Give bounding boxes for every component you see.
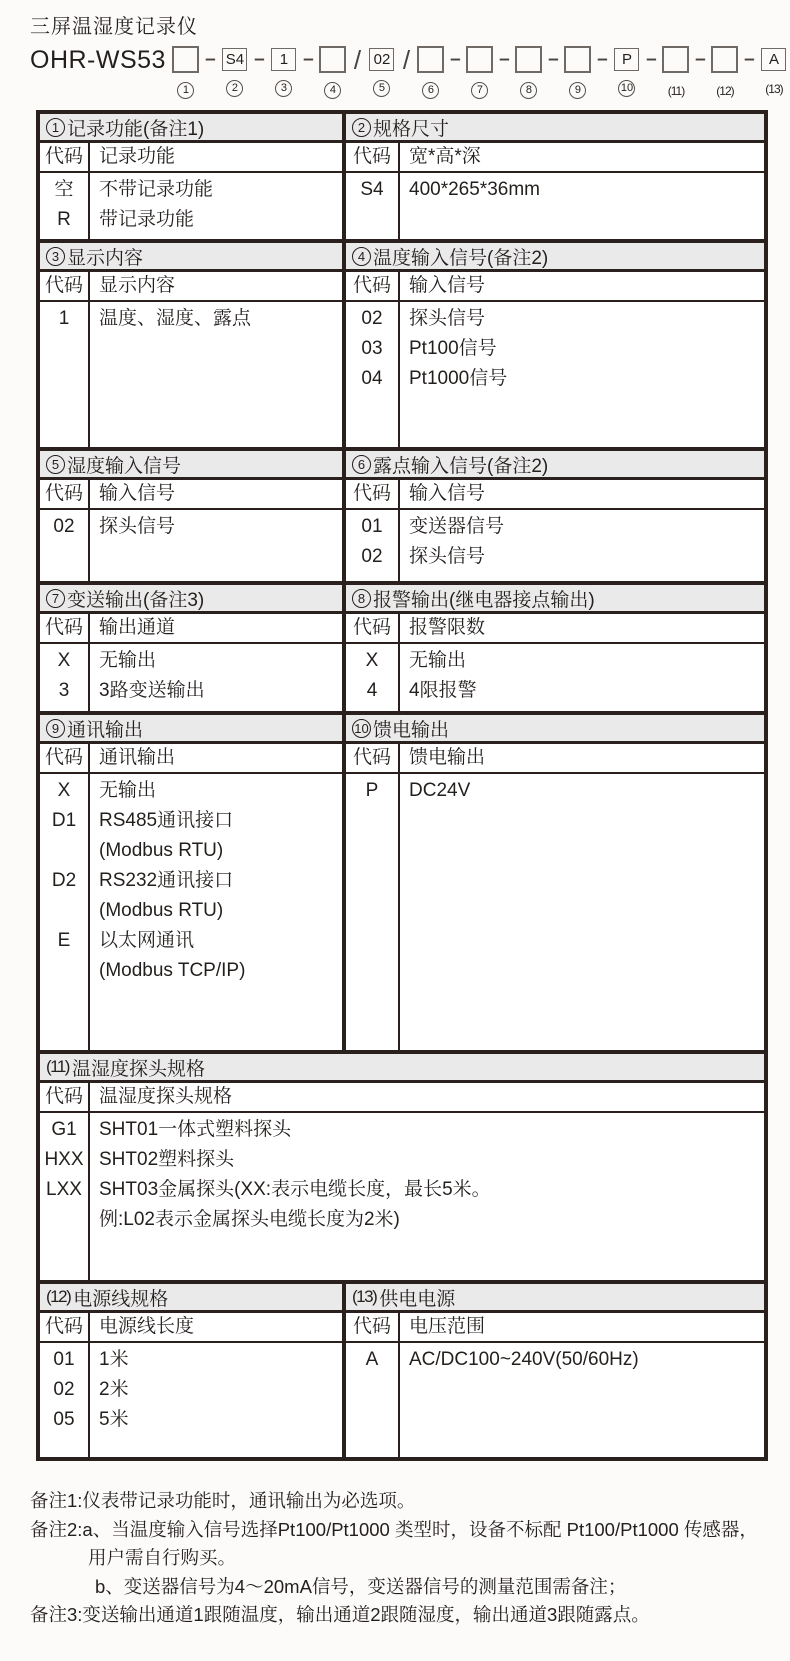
section-title-text: 供电电源 xyxy=(379,1288,456,1310)
code-column-header: 代码 xyxy=(40,143,90,171)
model-code-line xyxy=(30,46,790,99)
position-label-number-circled: 9 xyxy=(569,82,586,99)
value-cell: (Modbus RTU) xyxy=(99,900,224,921)
code-cell: E xyxy=(57,930,71,951)
position-label-number-circled: 5 xyxy=(373,80,390,97)
code-cell xyxy=(40,956,88,986)
value-column xyxy=(400,173,764,239)
code-column xyxy=(40,1343,90,1457)
position-label-number-paren: (11) xyxy=(667,84,685,98)
code-cell: 1 xyxy=(58,308,70,329)
code-column-header: 代码 xyxy=(346,744,400,772)
section-number-circled: 8 xyxy=(352,589,371,608)
code-column xyxy=(40,1113,90,1280)
value-cell: SHT02塑料探头 xyxy=(99,1149,235,1170)
position-label-number-circled: 4 xyxy=(324,82,341,99)
value-column-header: 宽*高*深 xyxy=(409,146,481,167)
section-body xyxy=(40,644,342,711)
value-column-header: 通讯输出 xyxy=(99,747,176,768)
section-header-12 xyxy=(40,1284,342,1313)
section-number-paren: (11) xyxy=(46,1057,69,1076)
section-header-1 xyxy=(40,114,342,143)
section-body xyxy=(346,644,764,711)
value-column xyxy=(400,774,764,1050)
section-13 xyxy=(342,1284,764,1457)
section-header-10 xyxy=(346,715,764,744)
code-cell: 02 xyxy=(53,516,75,537)
code-position-12 xyxy=(710,46,740,98)
code-cell: 3 xyxy=(58,680,70,701)
column-headers xyxy=(346,614,764,644)
position-label-number-circled: 6 xyxy=(422,82,439,99)
code-cell: HXX xyxy=(44,1149,84,1170)
value-cell: (Modbus TCP/IP) xyxy=(99,960,246,981)
code-cell: 05 xyxy=(53,1409,75,1430)
code-column xyxy=(40,510,90,581)
code-box-6 xyxy=(417,46,444,73)
code-column-header: 代码 xyxy=(40,744,90,772)
section-12 xyxy=(40,1284,342,1457)
value-cell: 无输出 xyxy=(409,650,467,671)
code-box-10: P xyxy=(614,48,639,71)
code-cell: S4 xyxy=(360,179,384,200)
table-row-4 xyxy=(40,585,764,715)
column-headers xyxy=(346,143,764,173)
table-row-2 xyxy=(40,243,764,451)
section-number-circled: 2 xyxy=(352,118,371,137)
code-cell: 01 xyxy=(53,1349,75,1370)
value-column-header: 记录功能 xyxy=(99,146,176,167)
code-cell: 04 xyxy=(361,368,383,389)
column-headers xyxy=(40,480,342,510)
separator: – xyxy=(548,49,559,70)
code-cell: 03 xyxy=(361,338,383,359)
section-title-text: 温度输入信号(备注2) xyxy=(373,247,549,269)
value-cell: SHT01一体式塑料探头 xyxy=(99,1119,292,1140)
value-column xyxy=(90,510,342,581)
column-headers xyxy=(40,1313,342,1343)
value-cell: 温度、湿度、露点 xyxy=(99,308,252,329)
separator: – xyxy=(254,49,265,70)
code-cell: X xyxy=(365,650,379,671)
section-title-text: 规格尺寸 xyxy=(373,118,450,140)
value-column xyxy=(90,644,342,711)
section-10 xyxy=(342,715,764,1050)
code-cell: P xyxy=(365,780,379,801)
code-cell: A xyxy=(365,1349,379,1370)
code-cell: D2 xyxy=(51,870,77,891)
section-number-circled: 10 xyxy=(352,719,371,738)
value-cell: DC24V xyxy=(409,780,471,801)
column-headers xyxy=(346,744,764,774)
note-line-5: 备注3:变送输出通道1跟随温度，输出通道2跟随湿度，输出通道3跟随露点。 xyxy=(30,1604,650,1625)
value-cell: 变送器信号 xyxy=(409,516,505,537)
section-number-paren: (12) xyxy=(46,1287,71,1306)
section-11 xyxy=(40,1054,764,1280)
value-column xyxy=(90,302,342,447)
value-column-header: 电压范围 xyxy=(409,1316,486,1337)
code-column-header: 代码 xyxy=(346,143,400,171)
value-cell: 不带记录功能 xyxy=(99,179,214,200)
code-column xyxy=(40,173,90,239)
value-column xyxy=(90,173,342,239)
section-body xyxy=(40,173,342,239)
column-headers xyxy=(346,272,764,302)
position-label-number-circled: 3 xyxy=(275,80,292,97)
code-box-8 xyxy=(515,46,542,73)
code-column xyxy=(40,644,90,711)
value-column xyxy=(400,302,764,447)
code-column xyxy=(346,644,400,711)
section-number-circled: 4 xyxy=(352,247,371,266)
code-position-11 xyxy=(661,46,691,98)
separator: – xyxy=(646,49,657,70)
section-7 xyxy=(40,585,342,711)
section-title-text: 露点输入信号(备注2) xyxy=(373,455,549,477)
code-column xyxy=(40,774,90,1050)
section-header-2 xyxy=(346,114,764,143)
code-box-9 xyxy=(564,46,591,73)
value-cell: 400*265*36mm xyxy=(409,179,540,200)
section-title-text: 显示内容 xyxy=(67,247,144,269)
column-headers xyxy=(346,480,764,510)
code-column xyxy=(346,173,400,239)
value-column-header: 输入信号 xyxy=(409,483,486,504)
code-cell: 空 xyxy=(54,179,74,200)
section-9 xyxy=(40,715,342,1050)
value-cell: RS232通讯接口 xyxy=(99,870,234,891)
value-cell: AC/DC100~240V(50/60Hz) xyxy=(409,1349,639,1370)
code-cell: D1 xyxy=(51,810,77,831)
code-column xyxy=(346,1343,400,1457)
section-header-9 xyxy=(40,715,342,744)
value-column xyxy=(90,1113,764,1280)
column-headers xyxy=(40,143,342,173)
code-position-9 xyxy=(563,46,593,99)
code-position-1 xyxy=(171,46,201,99)
section-header-6 xyxy=(346,451,764,480)
value-cell: 以太网通讯 xyxy=(99,930,195,951)
section-title-text: 通讯输出 xyxy=(67,719,144,741)
code-cell: 01 xyxy=(361,516,383,537)
section-number-circled: 5 xyxy=(46,455,65,474)
code-column xyxy=(346,774,400,1050)
section-body xyxy=(346,173,764,239)
value-cell: 1米 xyxy=(99,1349,129,1370)
section-title-text: 记录功能(备注1) xyxy=(67,118,205,140)
value-cell: 例:L02表示金属探头电缆长度为2米) xyxy=(99,1209,400,1230)
code-position-3 xyxy=(269,46,299,97)
section-2 xyxy=(342,114,764,239)
value-column xyxy=(400,644,764,711)
value-column xyxy=(400,510,764,581)
code-cell: R xyxy=(57,209,71,230)
code-cell: 02 xyxy=(361,546,383,567)
model-code-segments xyxy=(171,46,789,99)
code-position-7 xyxy=(465,46,495,99)
code-box-4 xyxy=(319,46,346,73)
code-box-5: 02 xyxy=(369,48,394,71)
section-4 xyxy=(342,243,764,447)
position-label-number-circled: 7 xyxy=(471,82,488,99)
code-column-header: 代码 xyxy=(346,272,400,300)
code-column-header: 代码 xyxy=(40,1083,90,1111)
value-column xyxy=(90,1343,342,1457)
note-line-3: 用户需自行购买。 xyxy=(88,1547,237,1568)
separator: – xyxy=(205,49,216,70)
column-headers xyxy=(40,272,342,302)
code-cell: X xyxy=(57,780,71,801)
note-line-4: b、变送器信号为4～20mA信号，变送器信号的测量范围需备注； xyxy=(95,1575,627,1597)
value-column-header: 电源线长度 xyxy=(99,1316,195,1337)
position-label-number-circled: 2 xyxy=(226,80,243,97)
code-column-header: 代码 xyxy=(346,614,400,642)
section-header-11 xyxy=(40,1054,764,1083)
document-title: 三屏温湿度记录仪 xyxy=(30,16,198,38)
value-cell: 探头信号 xyxy=(409,546,486,567)
section-6 xyxy=(342,451,764,581)
code-position-13 xyxy=(759,46,789,96)
model-prefix: OHR-WS53 xyxy=(30,46,166,74)
value-column-header: 输入信号 xyxy=(99,483,176,504)
value-column xyxy=(90,774,342,1050)
separator: – xyxy=(303,49,314,70)
code-column xyxy=(346,302,400,447)
value-cell: 探头信号 xyxy=(409,308,486,329)
position-label-number-circled: 1 xyxy=(177,82,194,99)
table-row-1 xyxy=(40,114,764,243)
value-cell: 带记录功能 xyxy=(99,209,195,230)
table-row-6 xyxy=(40,1054,764,1284)
section-3 xyxy=(40,243,342,447)
code-column-header: 代码 xyxy=(346,480,400,508)
section-body xyxy=(346,1343,764,1457)
value-column xyxy=(400,1343,764,1457)
code-cell: 02 xyxy=(361,308,383,329)
section-title-text: 电源线规格 xyxy=(73,1288,169,1310)
separator: / xyxy=(353,45,362,75)
code-position-8 xyxy=(514,46,544,99)
section-header-4 xyxy=(346,243,764,272)
code-column-header: 代码 xyxy=(346,1313,400,1341)
code-box-3: 1 xyxy=(271,48,296,71)
column-headers xyxy=(40,744,342,774)
code-column-header: 代码 xyxy=(40,614,90,642)
value-cell: RS485通讯接口 xyxy=(99,810,234,831)
section-body xyxy=(346,302,764,447)
value-column-header: 输出通道 xyxy=(99,617,176,638)
value-cell: 4限报警 xyxy=(409,680,477,701)
column-headers xyxy=(346,1313,764,1343)
section-title-text: 温湿度探头规格 xyxy=(71,1058,205,1080)
value-column-header: 输入信号 xyxy=(409,275,486,296)
code-position-6 xyxy=(416,46,446,99)
code-position-2 xyxy=(220,46,250,97)
section-body xyxy=(40,774,342,1050)
code-column-header: 代码 xyxy=(40,272,90,300)
table-row-7 xyxy=(40,1284,764,1457)
code-box-1 xyxy=(172,46,199,73)
section-number-circled: 9 xyxy=(46,719,65,738)
section-body xyxy=(40,302,342,447)
code-cell: X xyxy=(57,650,71,671)
code-cell xyxy=(40,1205,88,1235)
code-column-header: 代码 xyxy=(40,1313,90,1341)
section-title-text: 报警输出(继电器接点输出) xyxy=(373,589,595,611)
separator: – xyxy=(499,49,510,70)
value-cell: 2米 xyxy=(99,1379,129,1400)
section-body xyxy=(346,510,764,581)
section-title-text: 馈电输出 xyxy=(373,719,450,741)
section-8 xyxy=(342,585,764,711)
section-header-5 xyxy=(40,451,342,480)
section-body xyxy=(40,1113,764,1280)
section-header-13 xyxy=(346,1284,764,1313)
value-cell: (Modbus RTU) xyxy=(99,840,224,861)
code-cell: 4 xyxy=(366,680,378,701)
code-cell: 02 xyxy=(53,1379,75,1400)
separator: – xyxy=(597,49,608,70)
position-label-number-circled: 10 xyxy=(618,80,635,97)
section-number-circled: 6 xyxy=(352,455,371,474)
code-cell xyxy=(40,896,88,926)
value-cell: SHT03金属探头(XX:表示电缆长度，最长5米。 xyxy=(99,1179,491,1200)
position-label-number-circled: 8 xyxy=(520,82,537,99)
table-row-3 xyxy=(40,451,764,585)
section-header-7 xyxy=(40,585,342,614)
value-cell: 无输出 xyxy=(99,780,157,801)
code-box-11 xyxy=(662,46,689,73)
code-cell: G1 xyxy=(51,1119,77,1140)
section-body xyxy=(40,1343,342,1457)
column-headers xyxy=(40,614,342,644)
value-column-header: 显示内容 xyxy=(99,275,176,296)
spec-table xyxy=(36,110,768,1461)
section-number-circled: 1 xyxy=(46,118,65,137)
separator: / xyxy=(402,45,411,75)
code-cell xyxy=(40,836,88,866)
value-cell: Pt1000信号 xyxy=(409,368,508,389)
value-cell: 5米 xyxy=(99,1409,129,1430)
section-title-text: 湿度输入信号 xyxy=(67,455,182,477)
section-number-paren: (13) xyxy=(352,1287,377,1306)
code-position-5 xyxy=(367,46,397,97)
section-body xyxy=(40,510,342,581)
column-headers xyxy=(40,1083,764,1113)
code-position-10 xyxy=(612,46,642,97)
separator: – xyxy=(744,49,755,70)
note-line-2: 备注2:a、当温度输入信号选择Pt100/Pt1000 类型时，设备不标配 Pt100/Pt1000 传感器， xyxy=(30,1518,758,1540)
code-cell: LXX xyxy=(46,1179,82,1200)
section-header-3 xyxy=(40,243,342,272)
code-box-2: S4 xyxy=(222,48,247,71)
section-5 xyxy=(40,451,342,581)
code-box-12 xyxy=(711,46,738,73)
code-column xyxy=(346,510,400,581)
separator: – xyxy=(450,49,461,70)
value-column-header: 温湿度探头规格 xyxy=(99,1086,233,1107)
value-column-header: 馈电输出 xyxy=(409,747,486,768)
note-line-1: 备注1:仪表带记录功能时，通讯输出为必选项。 xyxy=(30,1490,416,1511)
section-title-text: 变送输出(备注3) xyxy=(67,589,205,611)
code-box-13: A xyxy=(761,48,786,71)
value-cell: 探头信号 xyxy=(99,516,176,537)
section-number-circled: 7 xyxy=(46,589,65,608)
value-cell: Pt100信号 xyxy=(409,338,497,359)
value-cell: 3路变送输出 xyxy=(99,680,205,701)
notes xyxy=(30,1487,790,1630)
section-body xyxy=(346,774,764,1050)
section-1 xyxy=(40,114,342,239)
section-number-circled: 3 xyxy=(46,247,65,266)
position-label-number-paren: (12) xyxy=(716,84,734,98)
code-box-7 xyxy=(466,46,493,73)
code-column-header: 代码 xyxy=(40,480,90,508)
code-column xyxy=(40,302,90,447)
table-row-5 xyxy=(40,715,764,1054)
value-cell: 无输出 xyxy=(99,650,157,671)
value-column-header: 报警限数 xyxy=(409,617,486,638)
position-label-number-paren: (13) xyxy=(765,82,783,96)
code-position-4 xyxy=(318,46,348,99)
section-header-8 xyxy=(346,585,764,614)
separator: – xyxy=(695,49,706,70)
